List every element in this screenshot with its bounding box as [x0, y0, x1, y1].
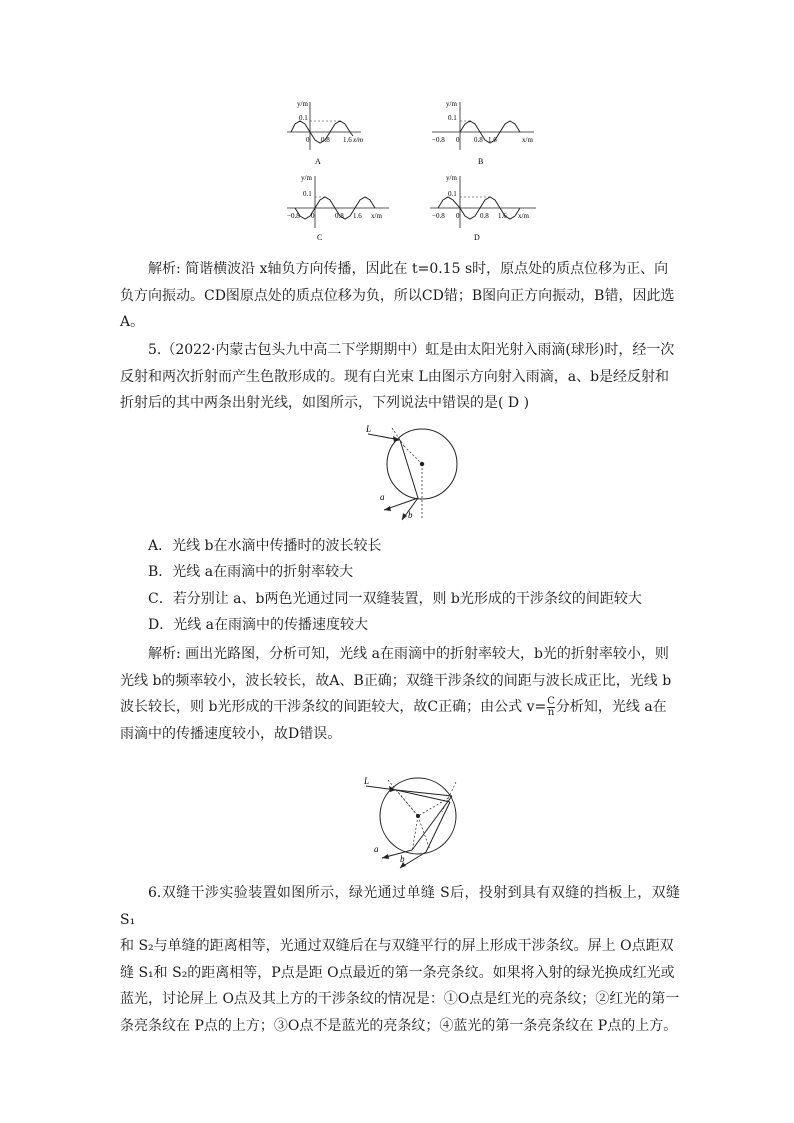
- fraction-denominator: n: [547, 706, 555, 718]
- panel-a-amp: 0.1: [299, 114, 308, 122]
- wave-panel-d: [428, 172, 548, 244]
- fig2-label-a: a: [374, 844, 379, 854]
- panel-c-tick-0: −0.8: [287, 212, 300, 220]
- panel-b-ylabel: y/m: [446, 100, 457, 108]
- analysis-q4-line2: 负方向振动。CD图原点处的质点位移为负，所以CD错；B图向正方向振动，B错，因此选: [120, 287, 675, 304]
- question-5: [120, 337, 680, 417]
- analysis-q4: [120, 256, 680, 336]
- question-6: [120, 880, 680, 1039]
- q6-line2: 和 S₂与单缝的距离相等，光通过双缝后在与双缝平行的屏上形成干涉条纹。屏上 O点距双: [120, 938, 674, 954]
- panel-b-tick-0: −0.8: [432, 136, 445, 144]
- q5-line3: 折射后的其中两条出射光线，如图所示，下列说法中错误的是( D ): [120, 395, 530, 411]
- q5-option-d: D．光线 a在雨滴中的传播速度较大: [148, 617, 369, 633]
- panel-c-xlabel: x/m: [371, 212, 382, 220]
- panel-b-tick-2: 0.8: [474, 136, 483, 144]
- panel-d-xlabel: x/m: [518, 212, 529, 220]
- panel-a-ylabel: y/m: [297, 100, 308, 108]
- fig2-label-L: L: [364, 776, 370, 786]
- q6-line5: 条亮条纹在 P点的上方；③O点不是蓝光的亮条纹；④蓝光的第一条亮条纹在 P点的上方。: [120, 1017, 678, 1034]
- q6-line1: 6.双缝干涉实验装置如图所示，绿光通过单缝 S后，投射到具有双缝的挡板上，双缝 S₁: [120, 885, 680, 928]
- analysis-q5: [120, 641, 680, 747]
- panel-a-tick-2: 1.6: [343, 136, 352, 144]
- panel-a-tick-0: 0: [306, 136, 310, 144]
- analysis-q5-line3: 波长较长，则 b光形成的干涉条纹的间距较大，故C正确；由公式 v=: [120, 699, 547, 715]
- q6-line3: 缝 S₁和 S₂的距离相等，P点是距 O点最近的第一条亮条纹。如果将入射的绿光换成红光或: [120, 964, 675, 981]
- panel-a-xlabel: x/m: [353, 136, 364, 144]
- panel-c-ylabel: y/m: [301, 174, 312, 182]
- panel-b-letter: B: [478, 157, 484, 166]
- panel-d-tick-0: −0.8: [432, 212, 445, 220]
- q5-option-c: C．若分别让 a、b两色光通过同一双缝装置，则 b光形成的干涉条纹的间距较大: [148, 591, 642, 607]
- q6-line4: 蓝光，讨论屏上 O点及其上方的干涉条纹的情况是：①O点是红光的亮条纹；②红光的第一: [120, 991, 680, 1007]
- panel-d-letter: D: [474, 233, 480, 242]
- fig1-label-L: L: [366, 424, 372, 434]
- fraction-numerator: C: [547, 695, 555, 707]
- panel-c-tick-1: 0: [311, 212, 315, 220]
- panel-b-amp: 0.1: [448, 114, 457, 122]
- panel-b-xlabel: x/m: [522, 136, 533, 144]
- wave-panel-b: [430, 98, 550, 168]
- q5-line1: 5.（2022·内蒙古包头九中高二下学期期中）虹是由太阳光射入雨滴(球形)时，经一次: [148, 342, 675, 358]
- panel-a-letter: A: [315, 157, 321, 166]
- analysis-q5-line4: 雨滴中的传播速度较小，故D错误。: [120, 725, 342, 742]
- panel-c-tick-3: 1.6: [353, 212, 362, 220]
- panel-c-tick-2: 0.8: [335, 212, 344, 220]
- analysis-q5-line3b: 分析知，光线 a在: [555, 699, 667, 715]
- panel-b-tick-1: 0: [456, 136, 460, 144]
- analysis-q5-line2: 光线 b的频率较小，波长较长，故A、B正确；双缝干涉条纹的间距与波长成正比，光线 b: [120, 672, 672, 689]
- panel-a-tick-1: 0.8: [321, 136, 330, 144]
- panel-d-tick-3: 1.6: [498, 212, 507, 220]
- wave-panel-a: [285, 98, 375, 168]
- panel-d-ylabel: y/m: [446, 174, 457, 182]
- fig1-label-a: a: [380, 492, 385, 502]
- analysis-q4-line3: A。: [120, 314, 145, 330]
- panel-c-letter: C: [317, 233, 323, 242]
- analysis-q5-line1: 解析: 画出光路图，分析可知，光线 a在雨滴中的折射率较大，b光的折射率较小，则: [148, 646, 669, 662]
- formula-fraction: [547, 697, 555, 718]
- panel-d-amp: 0.1: [448, 190, 457, 198]
- panel-b-tick-3: 1.6: [488, 136, 497, 144]
- wave-panel-c: [285, 172, 395, 244]
- fig2-label-b: b: [400, 854, 405, 864]
- raindrop-figure-1: [360, 418, 470, 528]
- analysis-q4-line1: 解析: 简谐横波沿 x轴负方向传播，因此在 t=0.15 s时，原点处的质点位移为正、向: [148, 261, 669, 277]
- panel-d-tick-1: 0: [456, 212, 460, 220]
- panel-c-amp: 0.1: [303, 190, 312, 198]
- panel-d-tick-2: 0.8: [480, 212, 489, 220]
- q5-line2: 反射和两次折射而产生色散形成的。现有白光束 L由图示方向射入雨滴，a、b是经反射和: [120, 368, 670, 385]
- q5-option-a: A．光线 b在水滴中传播时的波长较长: [148, 538, 382, 554]
- q5-option-b: B．光线 a在雨滴中的折射率较大: [148, 564, 354, 580]
- raindrop-figure-2: [360, 772, 470, 872]
- fig1-label-b: b: [408, 510, 413, 520]
